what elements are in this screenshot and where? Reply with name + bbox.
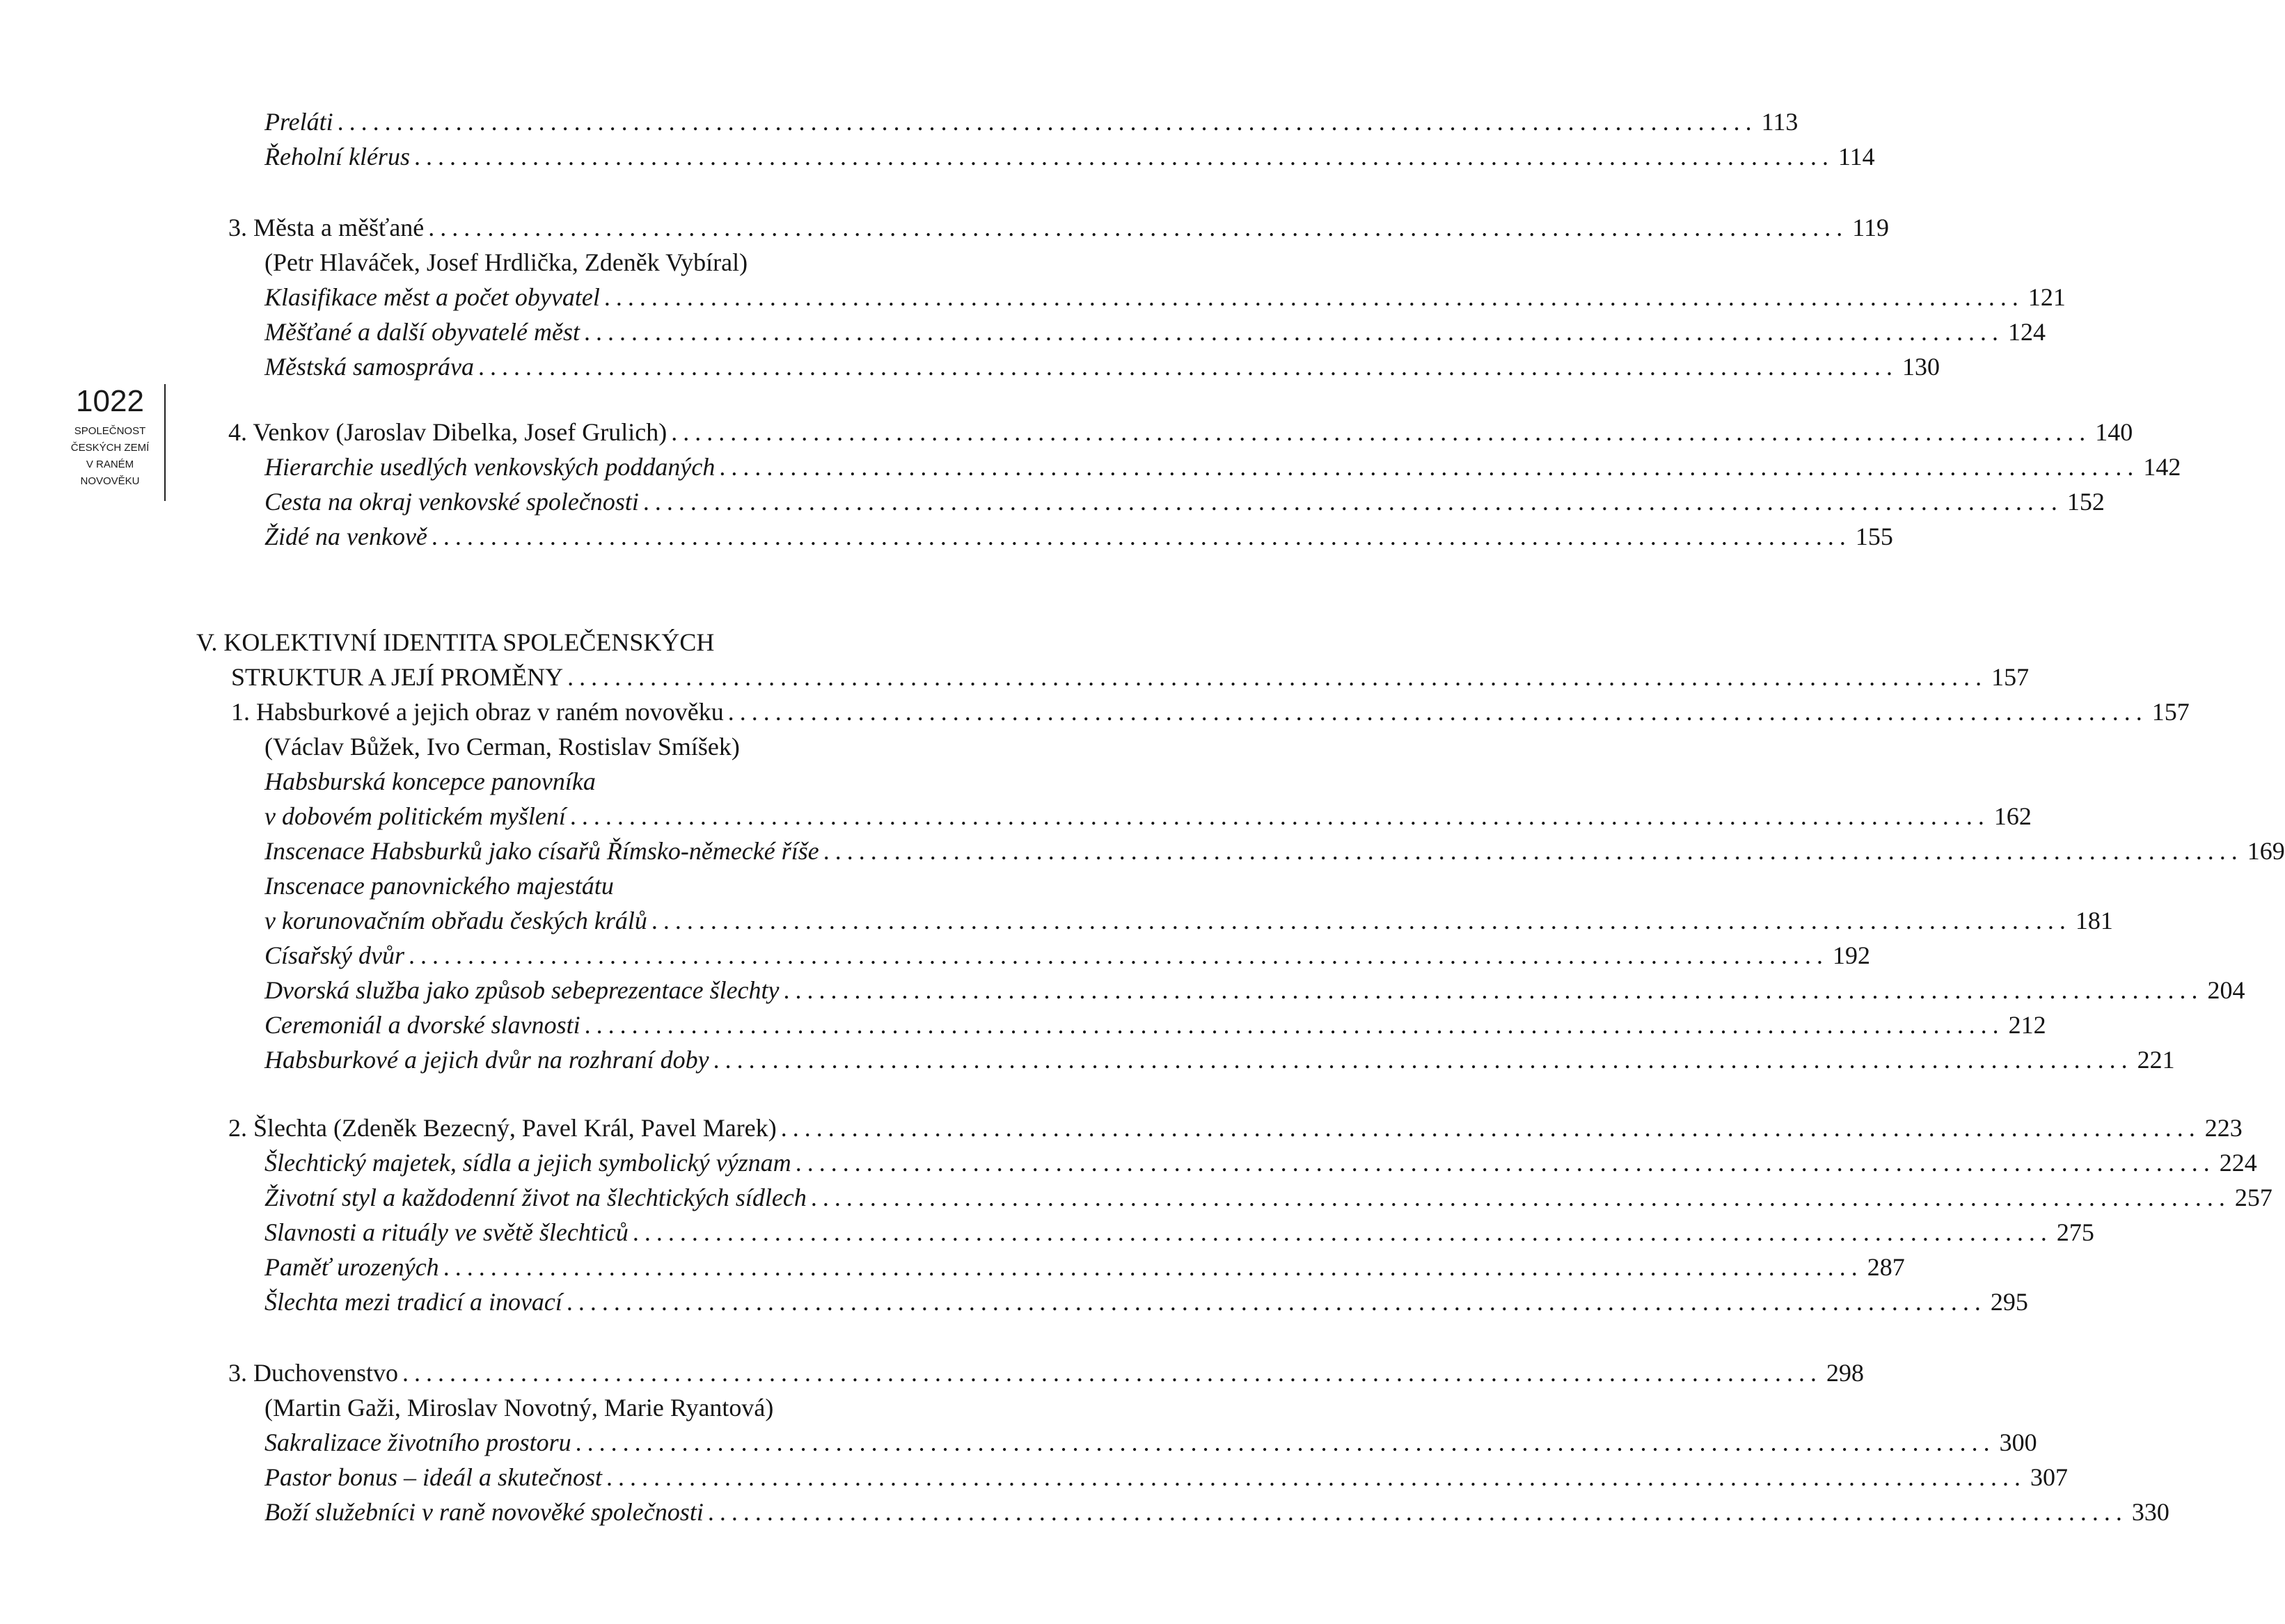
dot-leader: ........................................................................................................................ [584,1011,2005,1039]
toc-entry [264,1008,2046,1042]
dot-leader: ........................................................................................................................ [428,214,1849,241]
toc-entry-page: 300 [1999,1428,2037,1456]
toc-entry [264,799,2032,834]
book-title-line: ČESKÝCH ZEMÍ [70,442,150,454]
toc-part-entry [231,660,2030,694]
book-title-line: NOVOVĚKU [80,475,140,487]
toc-entry-title: Boží služebníci v raně novověké společnosti [264,1498,704,1526]
toc-entry-page: 114 [1837,143,1875,170]
dot-leader: ........................................................................................................................ [567,663,1988,691]
toc-entry-title: 3. Města a měšťané [228,214,425,241]
toc-entry-title: Pastor bonus – ideál a skutečnost [264,1463,602,1491]
dot-leader: ........................................................................................................................ [707,1498,2128,1526]
toc-part-heading: V. KOLEKTIVNÍ IDENTITA SPOLEČENSKÝCH [196,628,715,656]
toc-authors: (Václav Bůžek, Ivo Cerman, Rostislav Smíšek) [264,733,740,761]
toc-entry-page: 330 [2131,1498,2169,1526]
toc-entry-page: 192 [1833,941,1870,969]
toc-entry [264,973,2245,1008]
toc-entry [264,1284,2028,1319]
toc-entry-page: 130 [1901,353,1940,381]
dot-leader: ........................................................................................................................ [569,802,1990,830]
toc-entry-title: 3. Duchovenstvo [228,1359,398,1387]
toc-entry-title: Císařský dvůr [264,941,404,969]
toc-section-entry [228,1110,2243,1145]
toc-section-entry [228,210,1889,245]
toc-entry-title: v dobovém politickém myšlení [264,802,566,830]
dot-leader: ........................................................................................................................ [783,976,2204,1004]
toc-section-entry [231,694,2190,729]
dot-leader: ........................................................................................................................ [810,1184,2231,1211]
dot-leader: ........................................................................................................................ [477,353,1898,381]
toc-entry [264,903,2113,938]
book-title-line: SPOLEČNOST [74,425,146,437]
toc-entry-title: Cesta na okraj venkovské společnosti [264,488,639,516]
toc-entry-title: v korunovačním obřadu českých králů [264,907,647,934]
toc-entry [264,315,2046,349]
dot-leader: ........................................................................................................................ [795,1149,2215,1177]
toc-entry [264,938,1870,973]
page-number: 1022 [76,384,144,418]
toc-entry-title-line: Habsburská koncepce panovníka [264,767,596,795]
toc-entry-page: 121 [2027,283,2066,311]
toc-entry-title: Hierarchie usedlých venkovských poddaných [264,453,715,481]
dot-leader: ........................................................................................................................ [606,1463,2026,1491]
toc-entry [264,139,1875,174]
toc-entry [264,1425,2037,1460]
toc-entry-page: 307 [2030,1463,2068,1491]
toc-entry-page: 298 [1826,1359,1864,1387]
toc-entry-page: 221 [2137,1046,2175,1074]
toc-authors: (Petr Hlaváček, Josef Hrdlička, Zdeněk Vybíral) [264,248,748,276]
toc-entry [264,1180,2272,1215]
toc-entry-page: 157 [1991,663,2030,691]
dot-leader: ........................................................................................................................ [583,318,2004,346]
toc-entry-page: 295 [1990,1288,2028,1316]
dot-leader: ........................................................................................................................ [409,941,1828,969]
toc-entry [264,519,1893,554]
toc-entry-page: 152 [2066,488,2105,516]
toc-entry-title: Inscenace Habsburků jako císařů Římsko-německé říše [264,837,819,865]
toc-entry-page: 169 [2247,837,2285,865]
dot-leader: ........................................................................................................................ [651,907,2071,934]
toc-entry-title: Habsburkové a jejich dvůr na rozhraní doby [264,1046,709,1074]
toc-entry [264,349,1940,384]
toc-entry-title: Šlechtický majetek, sídla a jejich symbolický význam [264,1149,791,1177]
toc-entry-page: 155 [1855,523,1893,550]
dot-leader: ........................................................................................................................ [780,1114,2201,1142]
toc-entry [264,449,2181,484]
toc-entry-title: Řeholní klérus [264,143,410,170]
dot-leader: ........................................................................................................................ [566,1288,1986,1316]
toc-entry-page: 224 [2219,1149,2257,1177]
toc-entry-page: 212 [2008,1011,2046,1039]
dot-leader: ........................................................................................................................ [603,283,2024,311]
dot-leader: ........................................................................................................................ [575,1428,1995,1456]
dot-leader: ........................................................................................................................ [713,1046,2133,1074]
toc-entry [264,1250,1905,1284]
toc-entry-title-line: Inscenace panovnického majestátu [264,872,614,900]
toc-entry-page: 287 [1867,1253,1905,1281]
dot-leader: ........................................................................................................................ [823,837,2243,865]
toc-entry [264,1460,2068,1495]
toc-entry-page: 223 [2204,1114,2243,1142]
dot-leader: ........................................................................................................................ [671,418,2092,446]
toc-authors: (Martin Gaži, Miroslav Novotný, Marie Ryantová) [264,1394,774,1422]
toc-entry [264,1042,2175,1077]
toc-entry [264,484,2105,519]
toc-entry-page: 181 [2075,907,2113,934]
toc-entry-title: Městská samospráva [264,353,474,381]
dot-leader: ........................................................................................................................ [431,523,1851,550]
toc-section-entry [228,1355,1864,1390]
dot-leader: ........................................................................................................................ [642,488,2063,516]
toc-entry-title: Paměť urozených [264,1253,439,1281]
toc-entry-title: Slavnosti a rituály ve světě šlechticů [264,1218,628,1246]
dot-leader: ........................................................................................................................ [719,453,2140,481]
toc-entry-page: 204 [2207,976,2245,1004]
toc-entry-page: 162 [1993,802,2032,830]
toc-entry-title: Ceremoniál a dvorské slavnosti [264,1011,580,1039]
toc-entry-page: 113 [1761,108,1798,136]
toc-entry-page: 140 [2095,418,2133,446]
toc-entry [264,280,2066,315]
toc-entry-title: Židé na venkově [264,523,427,550]
toc-entry-title: 2. Šlechta (Zdeněk Bezecný, Pavel Král, Pavel Marek) [228,1114,777,1142]
toc-entry [264,1145,2257,1180]
toc-entry-title: STRUKTUR A JEJÍ PROMĚNY [231,663,564,691]
toc-entry-title: 4. Venkov (Jaroslav Dibelka, Josef Grulich) [228,418,667,446]
dot-leader: ........................................................................................................................ [632,1218,2053,1246]
toc-entry-page: 124 [2007,318,2046,346]
dot-leader: ........................................................................................................................ [727,698,2148,726]
toc-entry-title: Preláti [264,108,333,136]
toc-entry-title: Dvorská služba jako způsob sebeprezentace šlechty [264,976,780,1004]
toc-entry-title: 1. Habsburkové a jejich obraz v raném novověku [231,698,724,726]
toc-entry [264,834,2285,868]
dot-leader: ........................................................................................................................ [413,143,1834,170]
toc-entry-page: 142 [2143,453,2181,481]
toc-entry-title: Životní styl a každodenní život na šlechtických sídlech [264,1184,807,1211]
dot-leader: ........................................................................................................................ [443,1253,1863,1281]
toc-entry-title: Klasifikace měst a počet obyvatel [264,283,600,311]
toc-entry-page: 275 [2056,1218,2094,1246]
book-title-line: V RANÉM [86,459,134,470]
toc-entry [264,1495,2169,1529]
toc-entry-title: Šlechta mezi tradicí a inovací [264,1288,562,1316]
toc-section-entry [228,415,2133,449]
toc-entry-page: 257 [2234,1184,2272,1211]
toc-entry [264,1215,2094,1250]
toc-entry-title: Sakralizace životního prostoru [264,1428,571,1456]
dot-leader: ........................................................................................................................ [402,1359,1822,1387]
toc-entry-title: Měšťané a další obyvatelé měst [264,318,580,346]
toc-entry-page: 157 [2151,698,2190,726]
toc-entry [264,104,1798,139]
toc-entry-page: 119 [1852,214,1889,241]
dot-leader: ........................................................................................................................ [337,108,1757,136]
